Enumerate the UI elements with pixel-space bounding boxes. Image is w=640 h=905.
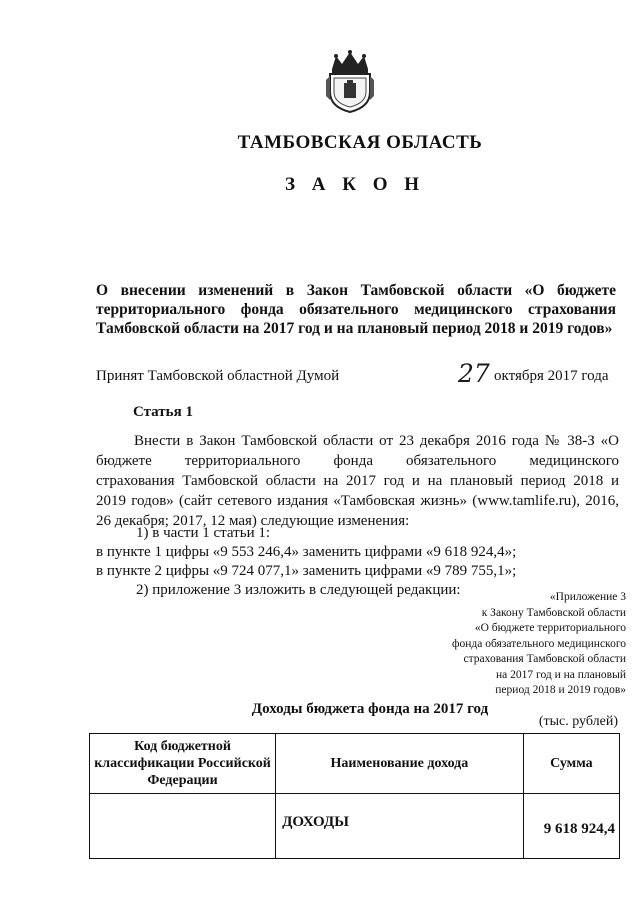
appendix-line: страхования Тамбовской области xyxy=(463,653,626,665)
appendix-line: «О бюджете территориального xyxy=(474,622,626,634)
table-header-row xyxy=(90,734,620,794)
article-intro xyxy=(96,431,619,531)
cell-sum: 9 618 924,4 xyxy=(523,794,619,859)
table-units: (тыс. рублей) xyxy=(538,714,618,729)
adoption-date: октября 2017 года xyxy=(494,368,609,384)
article-intro-line: страхования Тамбовской области на 2017 год и на плановый период 2018 и xyxy=(96,473,619,489)
article-intro-line: Внести в Закон Тамбовской области от 23 декабря 2016 года № 38-З «О xyxy=(134,433,619,449)
amendments-list xyxy=(96,524,516,600)
appendix-line: период 2018 и 2019 годов» xyxy=(495,684,626,696)
article-heading: Статья 1 xyxy=(133,404,193,420)
header-sum: Сумма xyxy=(523,734,619,794)
amendment-subitem: в пункте 2 цифры «9 724 077,1» заменить цифрами «9 789 755,1»; xyxy=(96,563,517,579)
appendix-line: «Приложение 3 xyxy=(549,591,626,603)
adoption-statement: Принят Тамбовской областной Думой xyxy=(96,368,340,384)
income-table xyxy=(89,733,620,859)
table-row xyxy=(90,794,620,859)
law-title xyxy=(96,281,616,338)
law-title-line: О внесении изменений в Закон Тамбовской области «О бюджете xyxy=(96,282,616,299)
amendment-item: 1) в части 1 статьи 1: xyxy=(136,525,271,541)
appendix-reference xyxy=(266,590,626,699)
article-intro-line: бюджете территориального фонда обязательного медицинского xyxy=(96,453,619,469)
handwritten-day: 27 xyxy=(458,359,490,388)
article-intro-line: 26 декабря; 2017, 12 мая) следующие изменения: xyxy=(96,513,410,529)
table-title: Доходы бюджета фонда на 2017 год xyxy=(251,701,489,717)
document-type-heading: З А К О Н xyxy=(284,174,426,195)
cell-name: ДОХОДЫ xyxy=(276,794,524,859)
article-intro-line: 2019 годов» (сайт сетевого издания «Тамбовская жизнь» (www.tamlife.ru), 2016, xyxy=(96,493,619,509)
region-heading: ТАМБОВСКАЯ ОБЛАСТЬ xyxy=(237,132,483,153)
law-title-line: территориального фонда обязательного медицинского страхования xyxy=(96,301,616,318)
header-name: Наименование дохода xyxy=(276,734,524,794)
cell-code xyxy=(90,794,276,859)
appendix-line: на 2017 год и на плановый xyxy=(496,668,626,681)
appendix-line: фонда обязательного медицинского xyxy=(452,637,626,650)
amendment-item: 2) приложение 3 изложить в следующей редакции: xyxy=(136,582,461,598)
coat-of-arms-icon xyxy=(323,50,377,114)
amendment-subitem: в пункте 1 цифры «9 553 246,4» заменить цифрами «9 618 924,4»; xyxy=(96,544,517,560)
header-code: Код бюджетной классификации Российской Федерации xyxy=(90,734,276,794)
law-title-line: Тамбовской области на 2017 год и на плановый период 2018 и 2019 годов» xyxy=(96,320,613,337)
appendix-line: к Закону Тамбовской области xyxy=(481,606,626,619)
